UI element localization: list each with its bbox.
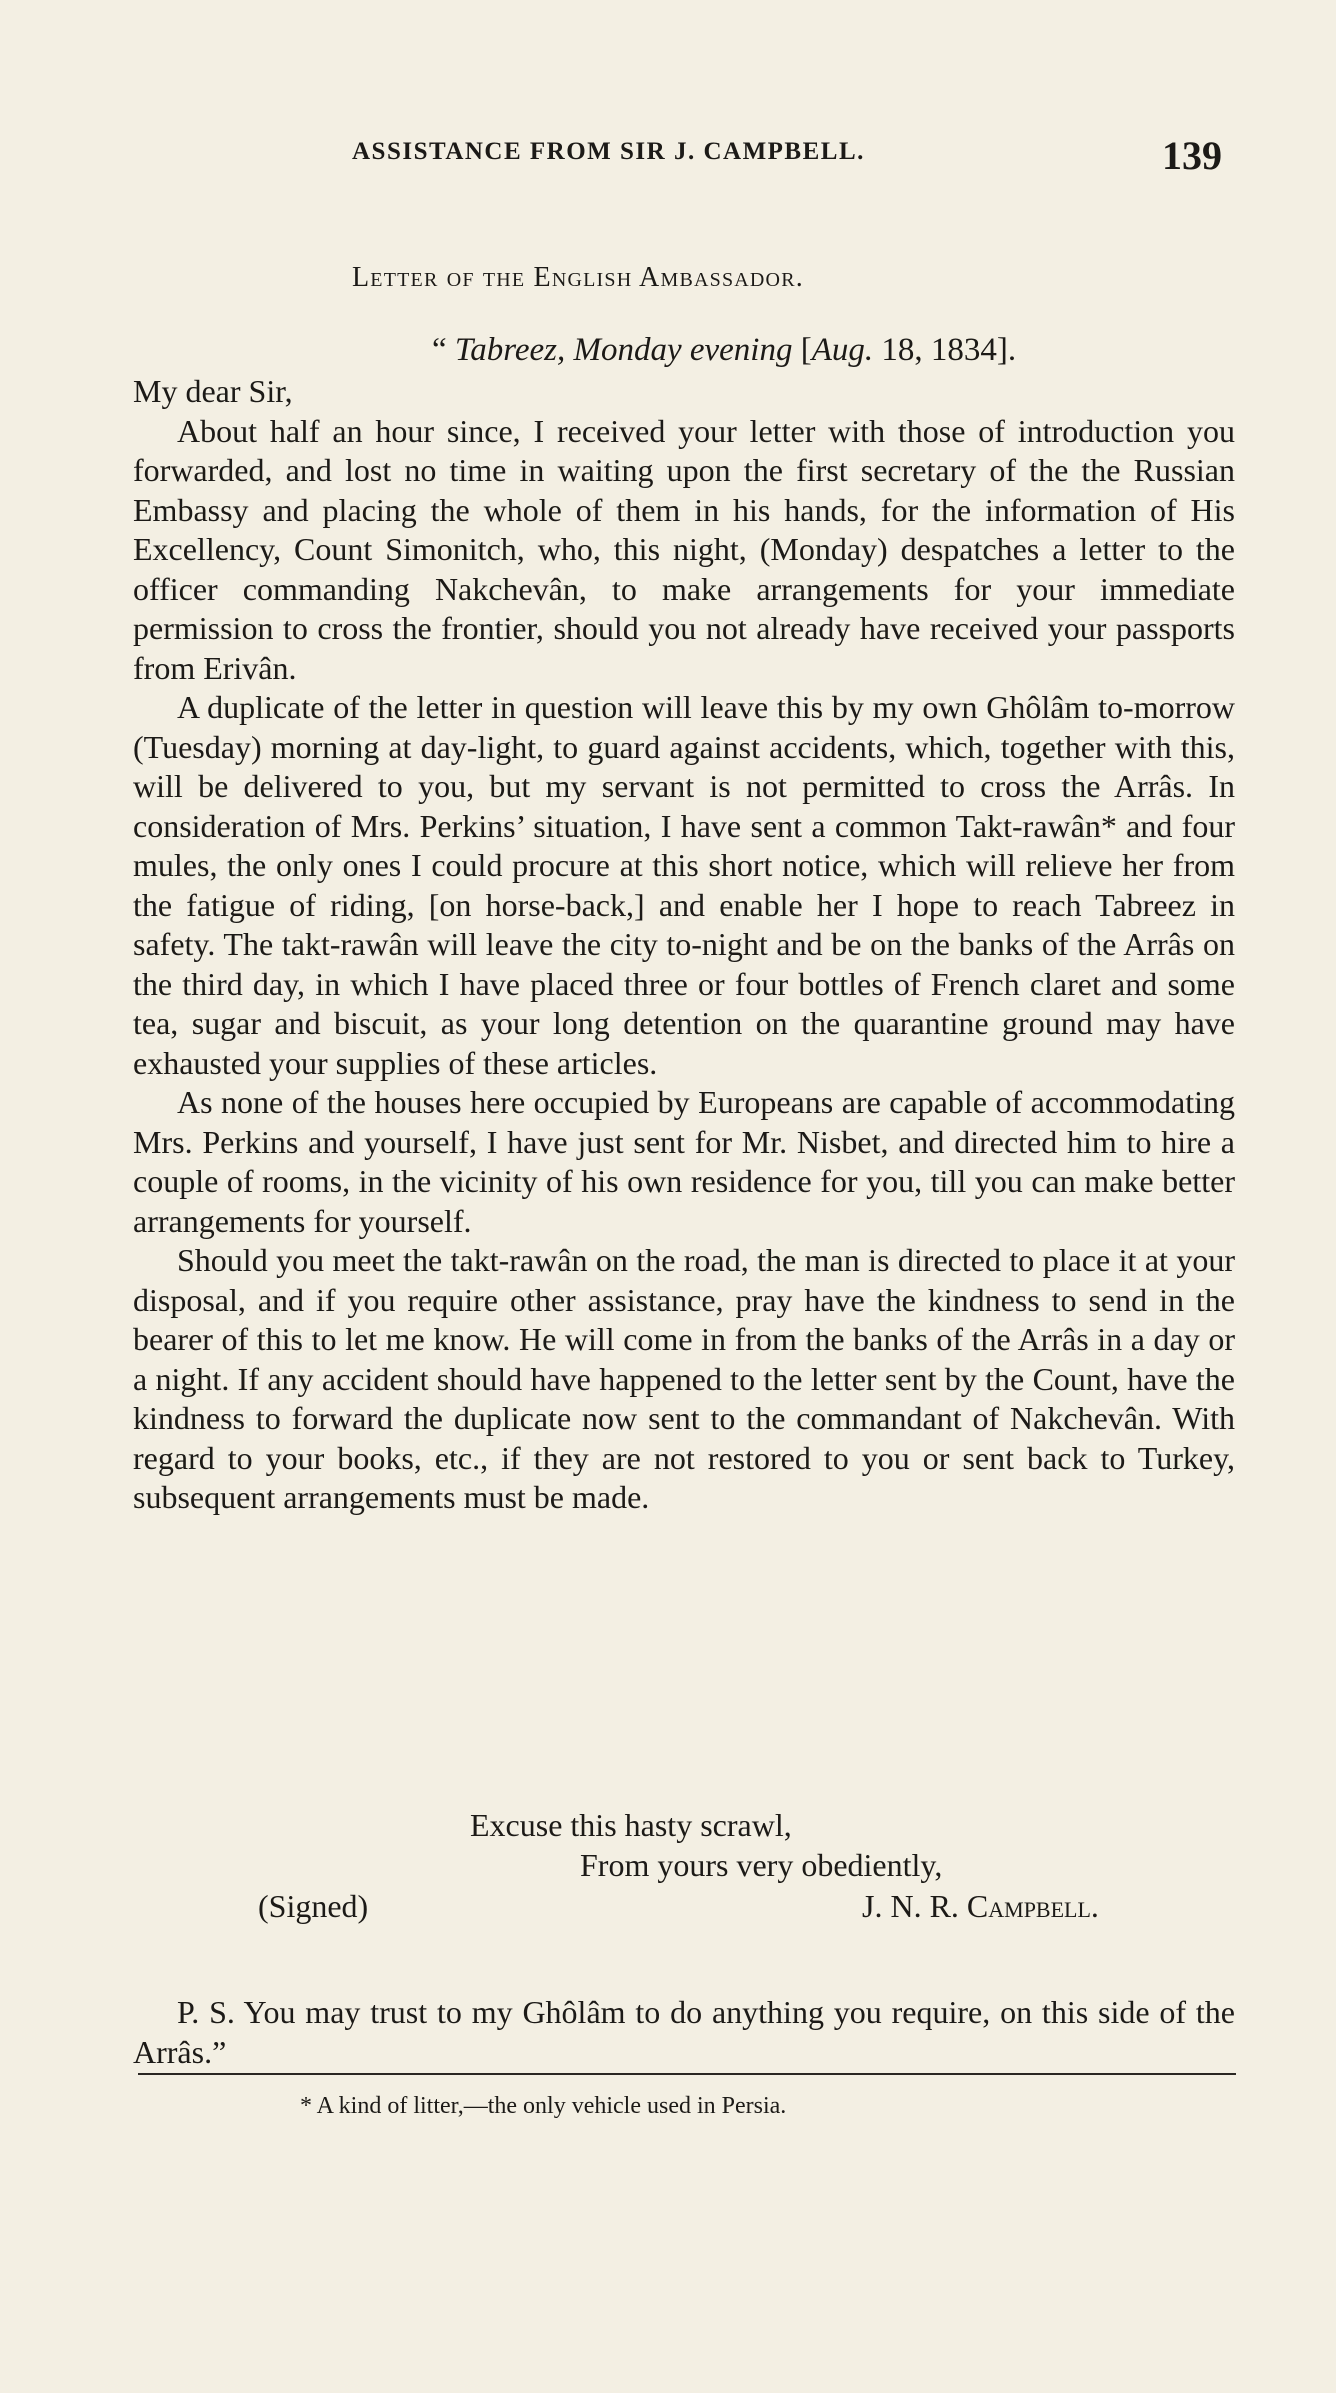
closing-line-1: Excuse this hasty scrawl,	[470, 1807, 792, 1843]
dateline	[432, 332, 1016, 369]
salutation: My dear Sir,	[133, 373, 293, 409]
paragraph-3: As none of the houses here occupied by Europeans are capable of accommodating Mrs. Perkins and yourself, I have just sent for Mr. Nisbet, and directed him to hire a couple of rooms, in the vicinity of his own residence for you, till you can make better arrangements for yourself.	[133, 1084, 1235, 1239]
running-head: ASSISTANCE FROM SIR J. CAMPBELL.	[352, 138, 865, 165]
dateline-place: Tabreez, Monday evening	[454, 332, 793, 368]
postscript: P. S. You may trust to my Ghôlâm to do anything you require, on this side of the Arrâs.”	[133, 1994, 1235, 2070]
dateline-open-quote: “	[432, 332, 455, 368]
letter-heading: Letter of the English Ambassador.	[352, 262, 804, 293]
closing-line-2: From yours very obediently,	[580, 1847, 943, 1883]
paragraph-2: A duplicate of the letter in question will leave this by my own Ghôlâm to-morrow (Tuesday) morning at day-light, to guard against accidents, which, together with this, will be delivered to you, but my servant is not permitted to cross the Arrâs. In consideration of Mrs. Perkins’ situation, I have sent a common Takt-rawân* and four mules, the only ones I could procure at this short notice, which will relieve her from the fatigue of riding, [on horse-back,] and enable her I hope to reach Tabreez in safety. The takt-rawân will leave the city to-night and be on the banks of the Arrâs on the third day, in which I have placed three or four bottles of French claret and some tea, sugar and biscuit, as your long detention on the quarantine ground may have exhausted your supplies of these articles.	[133, 689, 1235, 1081]
signed-label: (Signed)	[258, 1888, 369, 1924]
dateline-month: Aug.	[811, 332, 874, 368]
footnote: * A kind of litter,—the only vehicle used in Persia.	[300, 2093, 787, 2119]
footnote-rule	[138, 2073, 1236, 2075]
page-number: 139	[1162, 133, 1222, 178]
letter-body	[133, 372, 1235, 1518]
paragraph-1: About half an hour since, I received your letter with those of introduction you forwarded, and lost no time in waiting upon the first secretary of the the Russian Embassy and placing the whole of them in his hands, for the information of His Excellency, Count Simonitch, who, this night, (Monday) despatches a letter to the officer commanding Nakchevân, to make arrangements for your immediate permission to cross the frontier, should you not already have received your passports from Erivân.	[133, 412, 1235, 686]
paragraph-4: Should you meet the takt-rawân on the road, the man is directed to place it at your disposal, and if you require other assistance, pray have the kindness to send in the bearer of this to let me know. He will come in from the banks of the Arrâs in a day or a night. If any accident should have happened to the letter sent by the Count, have the kindness to forward the duplicate now sent to the commandant of Nakchevân. With regard to your books, etc., if they are not restored to you or sent back to Turkey, subsequent arrangements must be made.	[133, 1242, 1235, 1515]
dateline-date: 18, 1834].	[873, 332, 1017, 368]
signature: J. N. R. Campbell.	[862, 1888, 1099, 1924]
dateline-bracket: [	[792, 332, 812, 368]
